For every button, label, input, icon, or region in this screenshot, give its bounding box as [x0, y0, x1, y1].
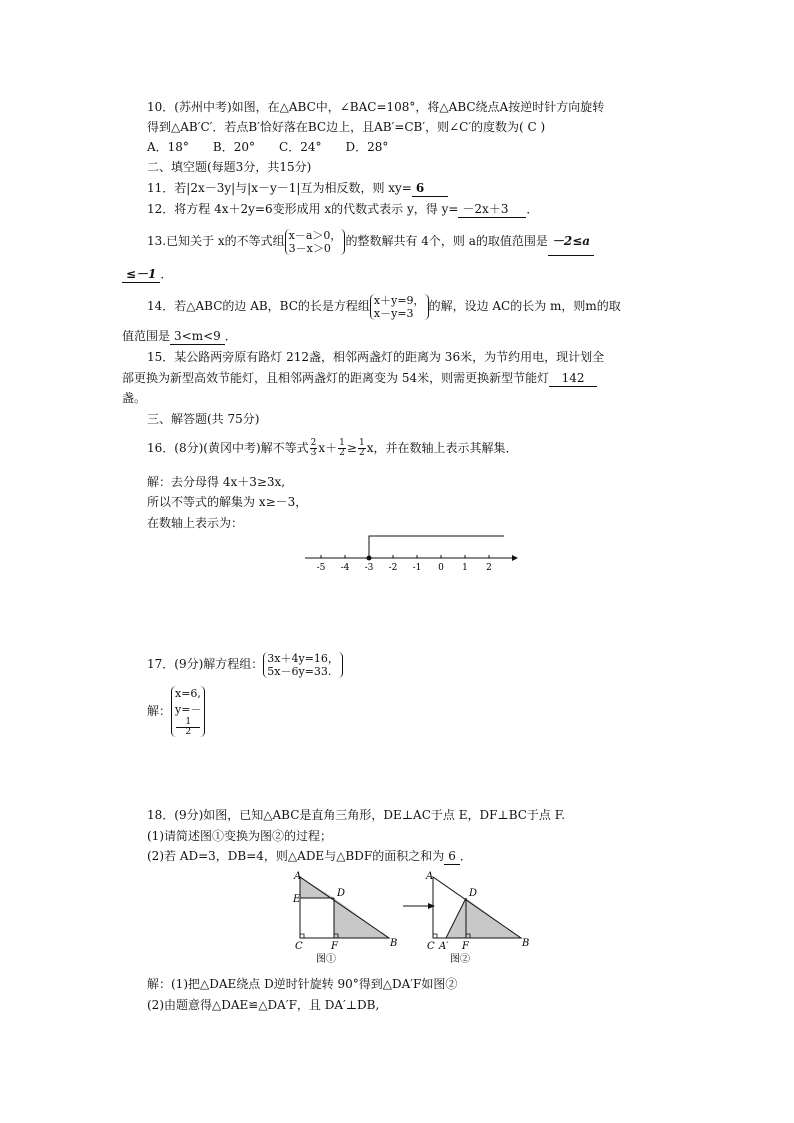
- tick-label: -3: [364, 563, 374, 573]
- q14-answer: 3<m<9: [170, 328, 225, 345]
- q16-frac3-num: 1: [358, 438, 365, 448]
- fig2-label-a: A: [426, 871, 434, 882]
- q17-pre: 17．(9分)解方程组：: [147, 657, 264, 671]
- q16-number-line: [300, 530, 520, 580]
- q14: [147, 292, 621, 320]
- fig2-label-c: C: [427, 941, 435, 952]
- fig1-label-d: D: [337, 888, 346, 899]
- q14-tail: ．: [224, 329, 237, 343]
- tick-label: 0: [438, 563, 444, 573]
- q17-question: [147, 650, 343, 678]
- q11-text: 11．若|2x－3y|与|x－y－1|互为相反数，则 xy=: [147, 181, 412, 195]
- q13-sys-line2: 3－x＞0: [288, 241, 331, 255]
- q14-line2-text: 值范围是: [122, 329, 171, 343]
- tick-label: -2: [388, 563, 398, 573]
- q16-frac1-num: 2: [310, 438, 317, 448]
- figure-1: [292, 871, 397, 965]
- q12-tail: ．: [526, 202, 539, 216]
- q17-sol-frac-num: 1: [176, 718, 200, 728]
- q13-sys-line1: x－a＞0，: [288, 228, 342, 242]
- q17-sol-frac: [176, 718, 200, 737]
- tick-label: 2: [486, 563, 492, 573]
- q16-frac2: [338, 439, 346, 458]
- q11: [147, 180, 448, 197]
- q16-frac2-num: 1: [339, 438, 345, 448]
- q13-pre: 13.已知关于 x的不等式组: [147, 234, 285, 248]
- tick-label: -5: [316, 563, 326, 573]
- q16-frac2-den: 2: [339, 448, 345, 458]
- number-line-arrow-icon: [512, 555, 518, 561]
- q17-sol-frac-den: 2: [185, 727, 192, 737]
- q15-line2-text: 部更换为新型高效节能灯，且相邻两盏灯的距离变为 54米，则需更换新型节能灯: [122, 371, 550, 385]
- q17-sol-x: x=6,: [175, 687, 201, 700]
- q17-system: [263, 652, 343, 678]
- q16-sol3: 在数轴上表示为：: [147, 516, 244, 530]
- fig1-right-angle-c: [300, 934, 304, 938]
- q18-sol2: (2)由题意得△DAE≌△DA′F，且 DA′⊥DB,: [147, 998, 380, 1012]
- q10-line1: 10．(苏州中考)如图，在△ABC中，∠BAC=108°，将△ABC绕点A按逆时针方向旋转: [147, 100, 605, 114]
- q16-frac3-den: 2: [358, 448, 365, 458]
- q17-sys-line1: 3x＋4y=16，: [267, 651, 339, 665]
- section-solve-heading: 三、解答题(共 75分): [147, 412, 260, 426]
- q12-answer: －2x＋3: [458, 201, 526, 218]
- q16-sol1: 解：去分母得 4x＋3≥3x,: [147, 475, 286, 489]
- q15-line1: 15．某公路两旁原有路灯 212盏，相邻两盏灯的距离为 36米，为节约用电，现计划全: [147, 350, 605, 364]
- fig1-label-a: A: [294, 871, 302, 882]
- q18-answer: 6: [444, 848, 460, 865]
- q17-sys-line2: 5x－6y=33.: [267, 664, 332, 678]
- q14-sys-line1: x＋y=9，: [373, 293, 425, 307]
- q16-sol2: 所以不等式的解集为 x≥－3，: [147, 495, 308, 509]
- tick-label: -1: [412, 563, 422, 573]
- q16-mid2: ≥: [346, 441, 357, 455]
- fig1-label-b: B: [390, 938, 398, 949]
- figure-2: [425, 871, 529, 965]
- q14-sys-line2: x－y=3: [373, 306, 414, 320]
- q18-figures: [285, 866, 535, 966]
- q15-line3: 盏。: [122, 391, 147, 405]
- tick-label: 1: [462, 563, 468, 573]
- q18-sol1: 解：(1)把△DAE绕点 D逆时针旋转 90°得到△DA′F如图②: [147, 977, 458, 991]
- fig2-label-b: B: [522, 938, 530, 949]
- q16-pre: 16．(8分)(黄冈中考)解不等式: [147, 441, 309, 455]
- solution-set-bracket: [369, 536, 504, 558]
- fig2-shaded-triangle: [446, 898, 521, 938]
- q17-sol-y: y=－: [175, 703, 202, 716]
- fig1-label-c: C: [295, 941, 303, 952]
- fig2-label-a-prime: A′: [439, 941, 449, 952]
- q16-mid1: x＋: [318, 441, 338, 455]
- q10-options: A．18° B．20° C．24° D．28°: [147, 140, 389, 154]
- q14-line2: [122, 328, 237, 345]
- q18-tail: ．: [459, 849, 472, 863]
- fig1-label-f: F: [331, 941, 338, 952]
- q12-text: 12．将方程 4x＋2y=6变形成用 x的代数式表示 y，得 y=: [147, 202, 459, 216]
- fig2-label-f: F: [462, 941, 469, 952]
- fig2-caption: 图②: [450, 954, 470, 965]
- q13-tail: ．: [160, 267, 173, 281]
- fig2-right-angle-c: [433, 934, 437, 938]
- q15-answer: 142: [549, 370, 597, 387]
- q14-post: 的解，设边 AC的长为 m，则m的取: [428, 299, 621, 313]
- q13: [147, 227, 594, 256]
- q18-line1: 18．(9分)如图，已知△ABC是直角三角形，DE⊥AC于点 E，DF⊥BC于点 F.: [147, 808, 566, 822]
- section-fill-blank-heading: 二、填空题(每题3分，共15分): [147, 160, 312, 174]
- fig2-label-d: D: [469, 888, 478, 899]
- q17-solution: [147, 686, 205, 737]
- q16-frac3: [358, 439, 366, 458]
- q16-frac1-den: 3: [310, 448, 317, 458]
- q17-sol-system: [171, 686, 205, 737]
- q16-question: [147, 436, 517, 460]
- fig1-label-e: E: [293, 894, 301, 905]
- q16-post: x，并在数轴上表示其解集．: [366, 441, 518, 455]
- q13-answer-part2: ≤－1: [122, 266, 160, 283]
- q16-frac1: [310, 439, 318, 458]
- q14-pre: 14．若△ABC的边 AB，BC的长是方程组: [147, 299, 370, 313]
- q13-system: [285, 229, 346, 255]
- q13-answer-part1: －2≤a: [548, 227, 594, 256]
- q15-line2: [122, 370, 597, 387]
- q10-line2: 得到△AB′C′．若点B′恰好落在BC边上，且AB′=CB′，则∠C′的度数为( C ): [147, 120, 546, 134]
- q14-system: [370, 294, 429, 320]
- q18-line2: (1)请简述图①变换为图②的过程；: [147, 829, 332, 843]
- q13-line2: [122, 266, 172, 283]
- q18-line3: [147, 848, 472, 865]
- q17-sol-label: 解：: [147, 704, 172, 718]
- q12: [147, 201, 538, 218]
- tick-label: -4: [340, 563, 350, 573]
- q13-post: 的整数解共有 4个，则 a的取值范围是: [345, 234, 548, 248]
- q11-answer: 6: [412, 180, 448, 197]
- fig1-caption: 图①: [316, 954, 336, 965]
- q17-sol-y-row: [175, 702, 201, 737]
- transform-arrow-icon: [428, 903, 435, 909]
- q18-line3-text: (2)若 AD=3，DB=4，则△ADE与△BDF的面积之和为: [147, 849, 445, 863]
